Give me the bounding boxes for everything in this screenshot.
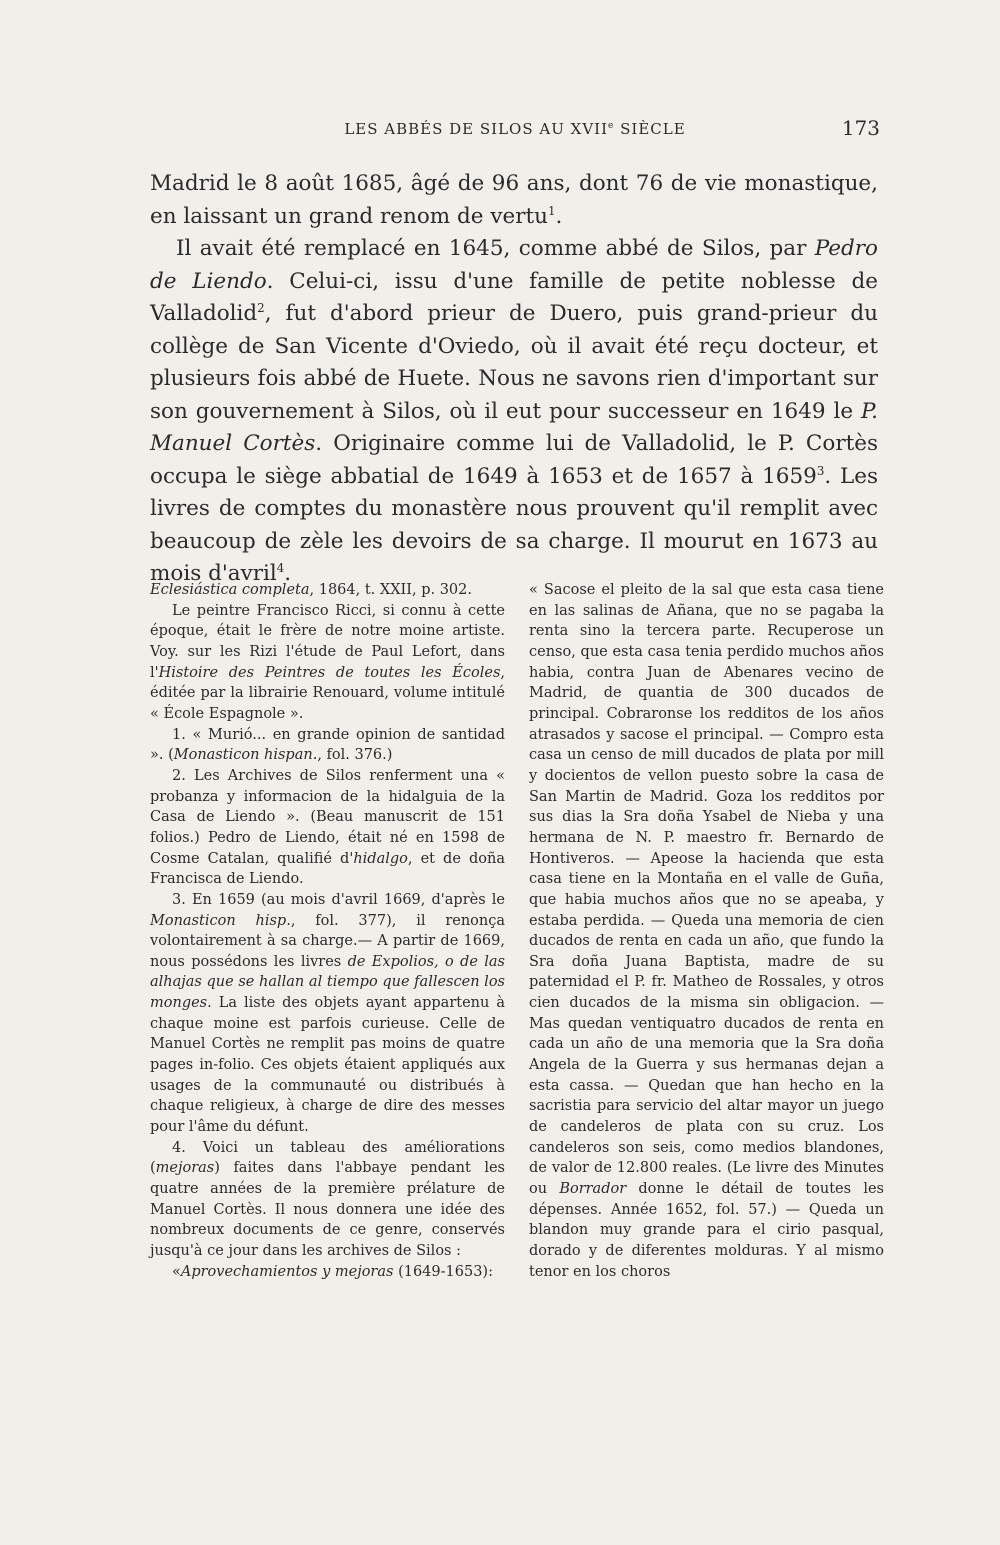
paragraph: Il avait été remplacé en 1645, comme abbé de Silos, par Pedro de Liendo. Celui-ci, issu d'une famille de petite noblesse de Valladolid$^2$, fut d'abord prieur de Duero, puis grand-prieur du collège de San Vicente d'Oviedo, où il avait été reçu docteur, et plusieurs fois abbé de Huete. Nous ne savons rien d'important sur son gouvernement à Silos, où il eut pour successeur en 1649 le P. Manuel Cortès. Originaire comme lui de Valladolid, le P. Cortès occupa le siège abbatial de 1649 à 1653 et de 1657 à 1659$^3$. Les livres de comptes du monastère nous prouvent qu'il remplit avec beaucoup de zèle les devoirs de sa charge. Il mourut en 1673 au mois d'avril$^4$. — [150, 236, 879, 586]
footnotes-left-column — [150, 580, 505, 1282]
running-title-text: LES ABBÉS DE SILOS AU XVII — [344, 120, 609, 138]
footnote-1: 1. « Murió... en grande opinion de santidad ». (Monasticon hispan., fol. 376.) — [150, 726, 505, 764]
running-title-superscript: e — [608, 121, 615, 131]
footnote-4-quote-start: «Aprovechamientos y mejoras (1649-1653): — [172, 1263, 493, 1280]
footnote-ref: 4 — [276, 560, 285, 575]
running-title-end: SIÈCLE — [614, 120, 686, 138]
main-text — [150, 168, 878, 591]
paragraph-continued: Madrid le 8 août 1685, âgé de 96 ans, dont 76 de vie monastique, en laissant un grand renom de vertu$^1$. — [150, 171, 878, 229]
running-header — [150, 118, 880, 148]
footnote-2: 2. Les Archives de Silos renferment una « probanza y informacion de la hidalguia de la Casa de Liendo ». (Beau manuscrit de 151 folios.) Pedro de Liendo, était né en 1598 de Cosme Catalan, qualifié d'hidalgo, et de doña Francisca de Liendo. — [150, 767, 505, 888]
running-title — [150, 120, 880, 138]
footnotes — [150, 580, 884, 1282]
footnote-4-quote: « Sacose el pleito de la sal que esta casa tiene en las salinas de Añana, que no se pagaba la renta sino la tercera parte. Recuperose un censo, que esta casa tenia perdido muchos años habia, contra Juan de Abenares vecino de Madrid, de quantia de 300 ducados de principal. Cobraronse los redditos de los años atrasados y sacose el principal. — Compro esta casa un censo de mill ducados de plata por mill y docientos de vellon puesto sobre la casa de San Martin de Madrid. Goza los redditos por sus dias la Sra doña Ysabel de Nieba y una hermana de N. P. maestro fr. Bernardo de Hontiveros. — Apeose la hacienda que esta casa tiene en la Montaña en el valle de Guña, que habia muchos años que no se apeaba, y estaba perdida. — Queda una memoria de cien ducados de renta en cada un año, que fundo la Sra doña Juana Baptista, madre de su paternidad el P. fr. Matheo de Rossales, y otros cien ducados de la misma sin obligacion. — Mas quedan ventiquatro ducados de renta en cada un año de una memoria que la Sra doña Angela de la Guerra y sus hermanas dejan a esta cassa. — Quedan que han hecho en la sacristia para servicio del altar mayor un juego de candeleros de plata con su cruz. Los candeleros son seis, como medios blandones, de valor de 12.800 reales. (Le livre des Minutes ou Borrador donne le détail de toutes les dépenses. Année 1652, fol. 57.) — Queda un blandon muy grande para el cirio pasqual, dorado y de diferentes molduras. Y al mismo tenor en los choros — [529, 582, 884, 1280]
footnote-continued: Le peintre Francisco Ricci, si connu à cette époque, était le frère de notre moine artiste. Voy. sur les Rizi l'étude de Paul Lefort, dans l'Histoire des Peintres de toutes les Écoles, éditée par la librairie Renouard, volume intitulé « École Espagnole ». — [150, 602, 505, 722]
page-number: 173 — [841, 116, 880, 140]
footnote-ref: 3 — [816, 463, 825, 478]
footnote-ref: 1 — [547, 203, 556, 218]
footnote-3: 3. En 1659 (au mois d'avril 1669, d'après le Monasticon hisp., fol. 377), il renonça volontairement à sa charge.— A partir de 1669, nous possédons les livres de Expolios, o de las alhajas que se hallan al tiempo que fallescen los monges. La liste des objets ayant appartenu à chaque moine est parfois curieuse. Celle de Manuel Cortès ne remplit pas moins de quatre pages in-folio. Ces objets étaient appliqués aux usages de la communauté ou distribués à chaque religieux, à charge de dire des messes pour l'âme du défunt. — [150, 891, 506, 1136]
footnote-continued: Eclesiástica completa, 1864, t. XXII, p. 302. — [150, 582, 472, 598]
footnote-ref: 2 — [257, 300, 265, 315]
person-name: P. Manuel Cortès — [150, 398, 878, 456]
footnote-4: 4. Voici un tableau des améliorations (mejoras) faites dans l'abbaye pendant les quatre années de la première prélature de Manuel Cortès. Il nous donnera une idée des nombreux documents de ce genre, conservés jusqu'à ce jour dans les archives de Silos : — [150, 1139, 505, 1259]
person-name: Pedro de Liendo — [150, 236, 878, 294]
footnotes-right-column — [529, 580, 884, 1282]
